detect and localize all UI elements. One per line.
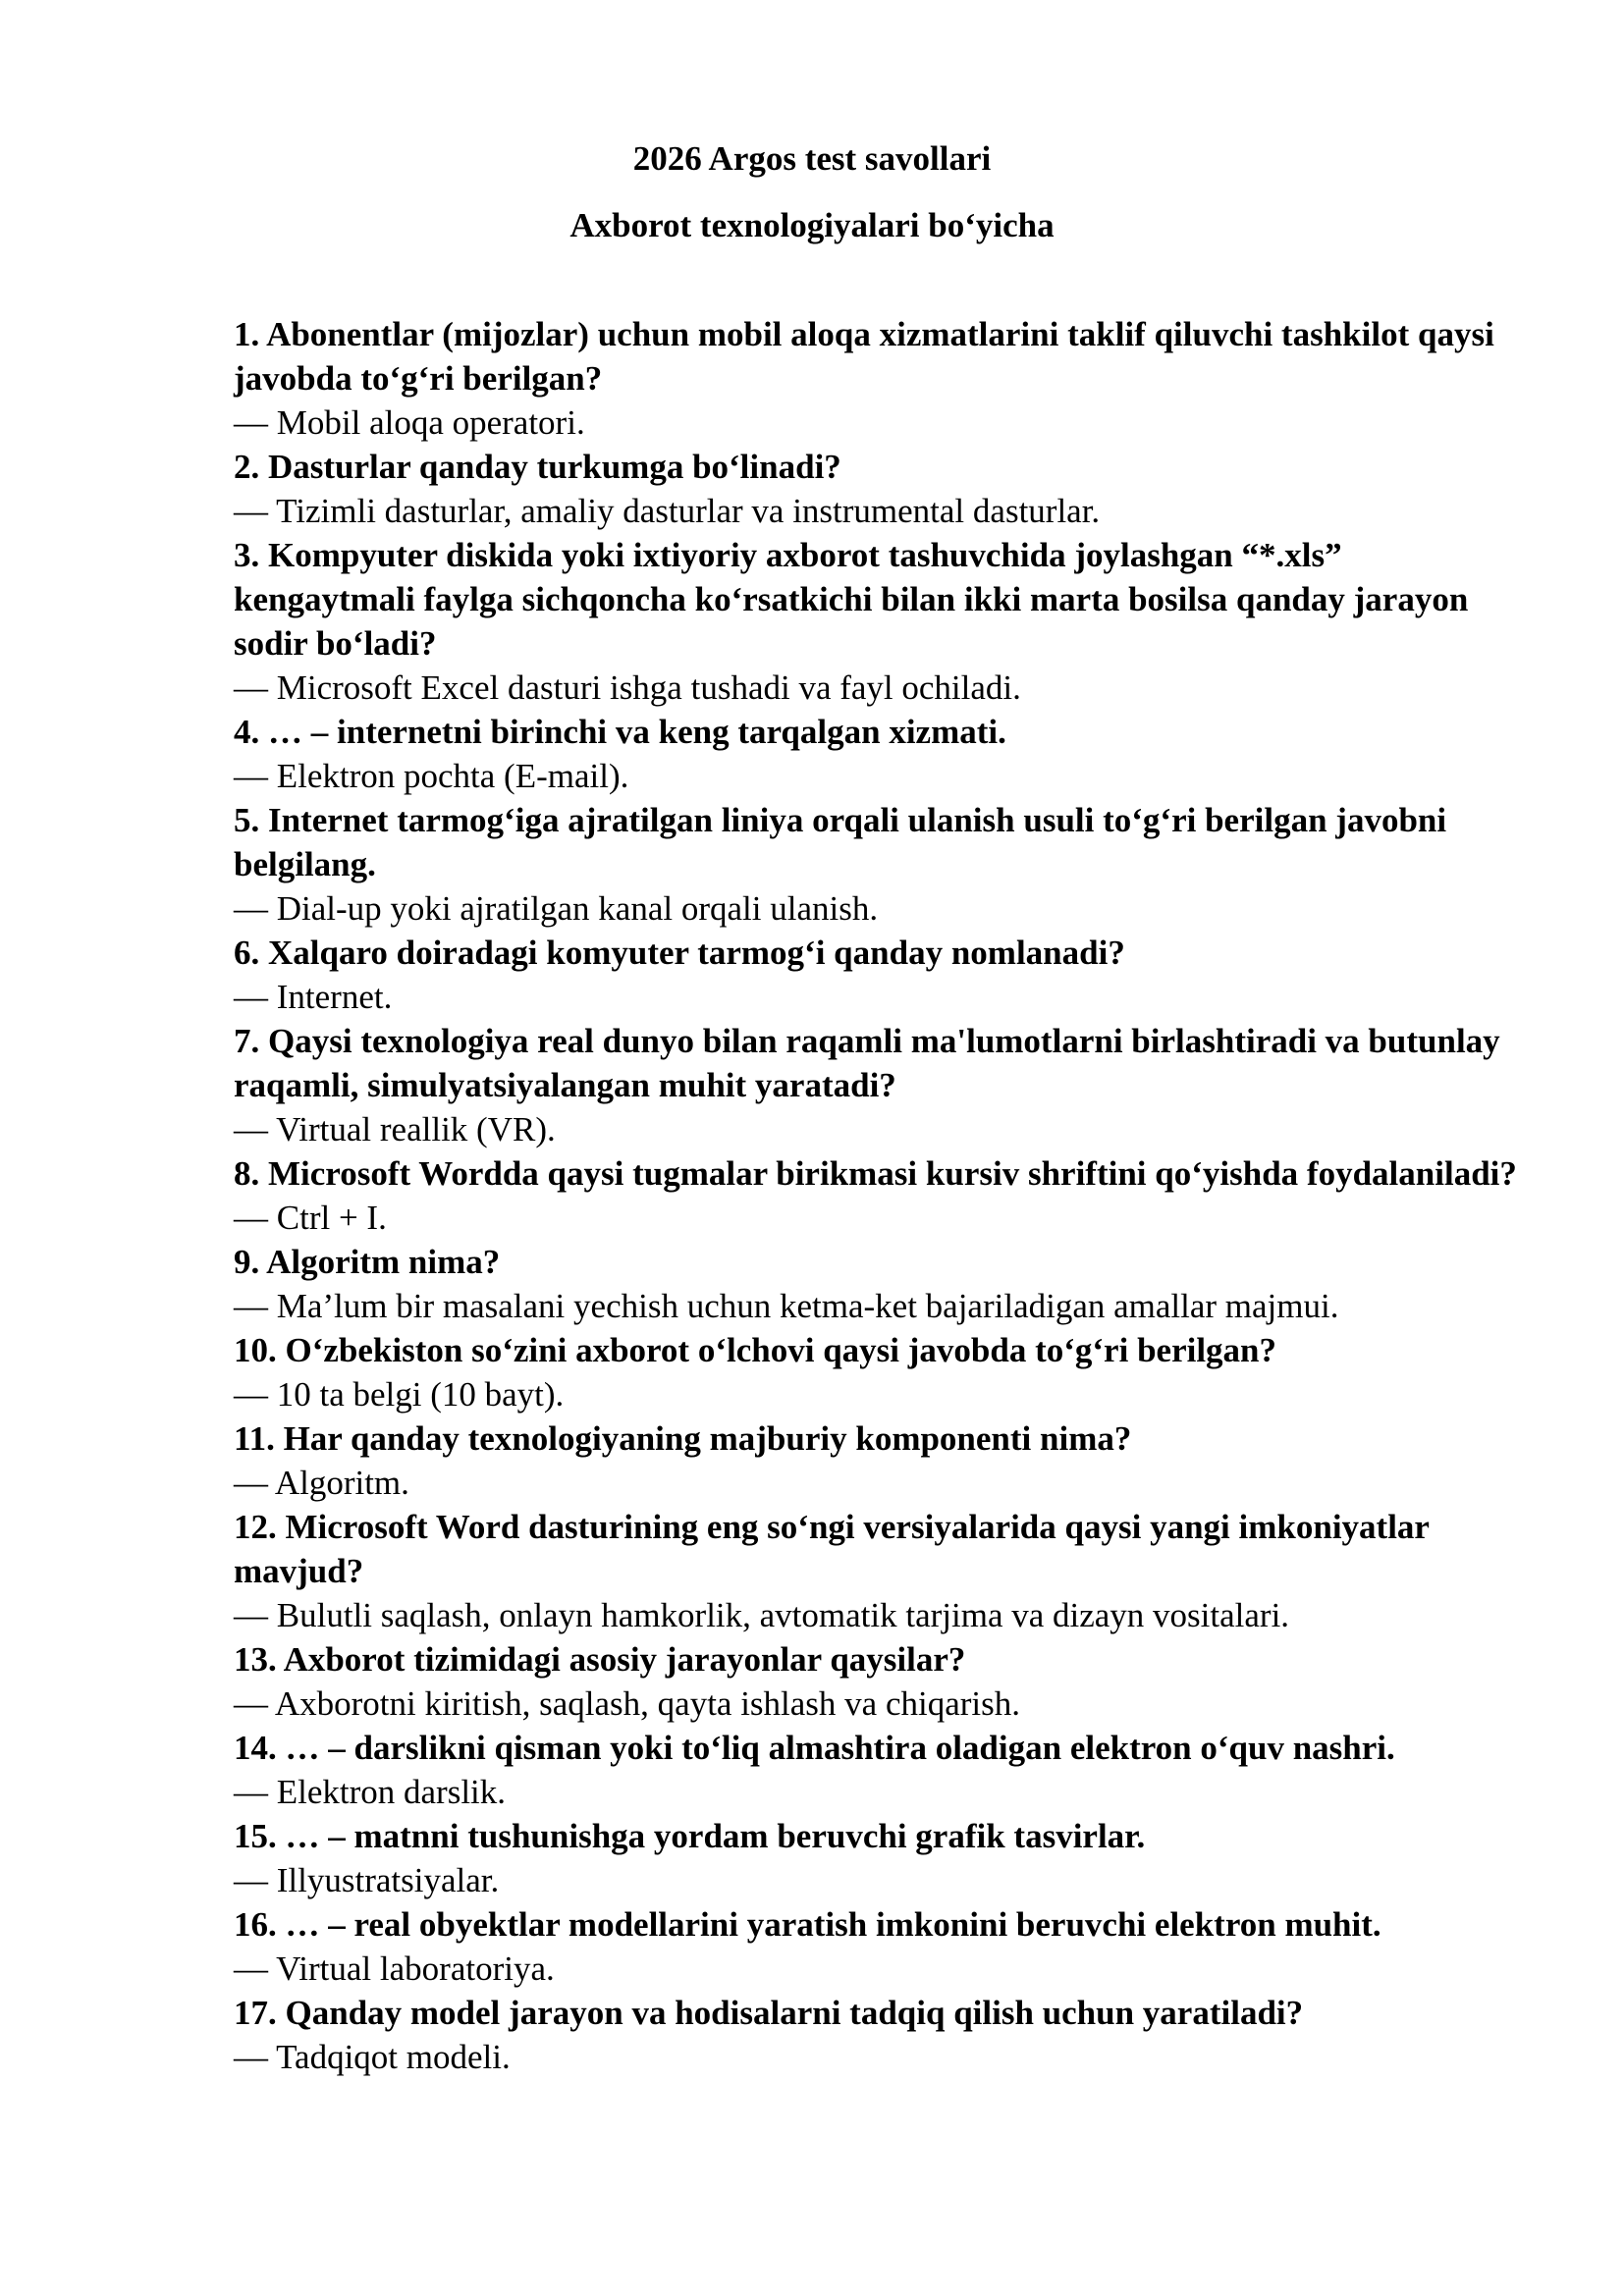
question-text: 3. Kompyuter diskida yoki ixtiyoriy axborot tashuvchida joylashgan “*.xls” kengaytmali faylga sichqoncha ko‘rsatkichi bilan ikki marta bosilsa qanday jarayon sodir bo‘ladi? <box>234 536 1469 663</box>
question-text: 5. Internet tarmog‘iga ajratilgan liniya orqali ulanish usuli to‘g‘ri berilgan javobni belgilang. <box>234 801 1447 883</box>
answer-text: — Tadqiqot modeli. <box>234 2038 511 2076</box>
answer-text: — Bulutli saqlash, onlayn hamkorlik, avtomatik tarjima va dizayn vositalari. <box>234 1596 1290 1634</box>
question-text: 8. Microsoft Wordda qaysi tugmalar birikmasi kursiv shriftini qo‘yishda foydalaniladi? <box>234 1154 1517 1193</box>
qa-item-7 <box>234 1019 1530 1151</box>
document-subtitle: Axborot texnologiyalari bo‘yicha <box>569 206 1055 244</box>
answer-text: — Dial-up yoki ajratilgan kanal orqali ulanish. <box>234 889 879 928</box>
qa-item-16 <box>234 1902 1530 1991</box>
answer-text: — Algoritm. <box>234 1464 409 1502</box>
answer-text: — Illyustratsiyalar. <box>234 1861 500 1899</box>
answer-text: — 10 ta belgi (10 bayt). <box>234 1375 565 1414</box>
answer-text: — Ma’lum bir masalani yechish uchun ketma-ket bajariladigan amallar majmui. <box>234 1287 1339 1325</box>
answer-text: — Elektron pochta (E-mail). <box>234 757 629 795</box>
qa-item-10 <box>234 1328 1530 1416</box>
question-text: 9. Algoritm nima? <box>234 1243 501 1281</box>
qa-item-5 <box>234 798 1530 931</box>
qa-item-6 <box>234 931 1530 1019</box>
qa-item-8 <box>234 1151 1530 1240</box>
qa-item-13 <box>234 1637 1530 1726</box>
question-text: 4. … – internetni birinchi va keng tarqalgan xizmati. <box>234 713 1006 751</box>
question-text: 14. … – darslikni qisman yoki to‘liq almashtira oladigan elektron o‘quv nashri. <box>234 1729 1395 1767</box>
answer-text: — Tizimli dasturlar, amaliy dasturlar va instrumental dasturlar. <box>234 492 1101 530</box>
question-text: 7. Qaysi texnologiya real dunyo bilan raqamli ma'lumotlarni birlashtiradi va butunlay raqamli, simulyatsiyalangan muhit yaratadi? <box>234 1022 1500 1104</box>
qa-item-14 <box>234 1726 1530 1814</box>
answer-text: — Internet. <box>234 978 393 1016</box>
qa-item-17 <box>234 1991 1530 2079</box>
question-text: 17. Qanday model jarayon va hodisalarni tadqiq qilish uchun yaratiladi? <box>234 1994 1304 2032</box>
answer-text: — Virtual laboratoriya. <box>234 1949 555 1988</box>
qa-item-3 <box>234 533 1530 710</box>
qa-item-2 <box>234 445 1530 533</box>
question-text: 10. O‘zbekiston so‘zini axborot o‘lchovi qaysi javobda to‘g‘ri berilgan? <box>234 1331 1277 1369</box>
question-text: 12. Microsoft Word dasturining eng so‘ngi versiyalarida qaysi yangi imkoniyatlar mavjud? <box>234 1508 1430 1590</box>
question-text: 2. Dasturlar qanday turkumga bo‘linadi? <box>234 448 841 486</box>
question-text: 6. Xalqaro doiradagi komyuter tarmog‘i qanday nomlanadi? <box>234 934 1125 972</box>
qa-item-12 <box>234 1505 1530 1637</box>
qa-item-9 <box>234 1240 1530 1328</box>
answer-text: — Mobil aloqa operatori. <box>234 403 585 442</box>
document-title: 2026 Argos test savollari <box>632 139 992 178</box>
qa-item-15 <box>234 1814 1530 1902</box>
answer-text: — Ctrl + I. <box>234 1199 387 1237</box>
qa-item-1 <box>234 312 1530 445</box>
question-text: 15. … – matnni tushunishga yordam beruvchi grafik tasvirlar. <box>234 1817 1146 1855</box>
question-text: 13. Axborot tizimidagi asosiy jarayonlar qaysilar? <box>234 1640 966 1679</box>
answer-text: — Virtual reallik (VR). <box>234 1110 556 1148</box>
qa-item-11 <box>234 1416 1530 1505</box>
question-list <box>234 312 1530 2079</box>
answer-text: — Axborotni kiritish, saqlash, qayta ishlash va chiqarish. <box>234 1684 1021 1723</box>
question-text: 16. … – real obyektlar modellarini yaratish imkonini beruvchi elektron muhit. <box>234 1905 1381 1944</box>
answer-text: — Elektron darslik. <box>234 1773 507 1811</box>
question-text: 11. Har qanday texnologiyaning majburiy komponenti nima? <box>234 1419 1132 1458</box>
qa-item-4 <box>234 710 1530 798</box>
answer-text: — Microsoft Excel dasturi ishga tushadi va fayl ochiladi. <box>234 668 1021 707</box>
question-text: 1. Abonentlar (mijozlar) uchun mobil aloqa xizmatlarini taklif qiluvchi tashkilot qaysi javobda to‘g‘ri berilgan? <box>234 315 1494 398</box>
